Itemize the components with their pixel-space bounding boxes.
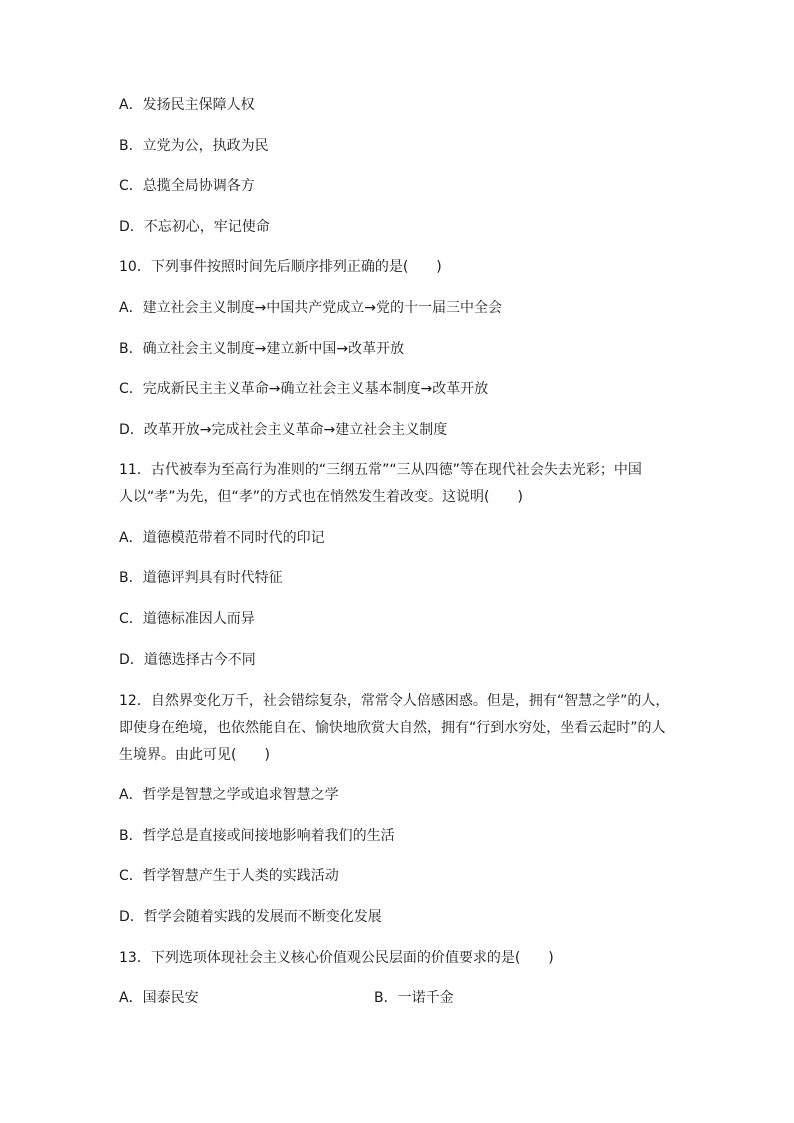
q9-option-a: A．发扬民主保障人权: [119, 97, 255, 113]
q10-stem: 10．下列事件按照时间先后顺序排列正确的是( ): [119, 259, 442, 275]
q12-stem-line2: 即使身在绝境，也依然能自在、愉快地欣赏大自然，拥有“行到水穷处，坐看云起时”的人: [119, 720, 666, 736]
q10-option-c: C．完成新民主主义革命→确立社会主义基本制度→改革开放: [119, 381, 489, 397]
q10-option-d: D．改革开放→完成社会主义革命→建立社会主义制度: [119, 422, 448, 438]
q13-options-row: [119, 988, 199, 1008]
q9-option-b: B．立党为公，执政为民: [119, 138, 269, 154]
q11-option-d: D．道德选择古今不同: [119, 652, 256, 668]
q12-option-d: D．哲学会随着实践的发展而不断变化发展: [119, 909, 382, 925]
q11-stem-line2: 人以“孝”为先，但“孝”的方式也在悄然发生着改变。这说明( ): [119, 489, 523, 505]
q11-stem-line1: 11．古代被奉为至高行为准则的“三纲五常”“三从四德”等在现代社会失去光彩；中国: [119, 462, 642, 478]
q12-stem-line1: 12．自然界变化万千，社会错综复杂，常常令人倍感困惑。但是，拥有“智慧之学”的人，: [119, 693, 670, 709]
q12-option-c: C．哲学智慧产生于人类的实践活动: [119, 868, 339, 884]
q13-option-b: B．一诺千金: [374, 990, 454, 1006]
q9-option-d: D．不忘初心，牢记使命: [119, 219, 270, 235]
q12-option-a: A．哲学是智慧之学或追求智慧之学: [119, 787, 339, 803]
q9-option-c: C．总揽全局协调各方: [119, 178, 255, 194]
q13-option-a: A．国泰民安: [119, 990, 199, 1006]
q12-stem-line3: 生境界。由此可见( ): [119, 747, 270, 763]
q11-option-c: C．道德标准因人而异: [119, 611, 255, 627]
q10-option-b: B．确立社会主义制度→建立新中国→改革开放: [119, 341, 405, 357]
q12-option-b: B．哲学总是直接或间接地影响着我们的生活: [119, 828, 395, 844]
q11-option-a: A．道德模范带着不同时代的印记: [119, 530, 325, 546]
q13-stem: 13．下列选项体现社会主义核心价值观公民层面的价值要求的是( ): [119, 950, 554, 966]
q11-option-b: B．道德评判具有时代特征: [119, 570, 283, 586]
q10-option-a: A．建立社会主义制度→中国共产党成立→党的十一届三中全会: [119, 300, 503, 316]
